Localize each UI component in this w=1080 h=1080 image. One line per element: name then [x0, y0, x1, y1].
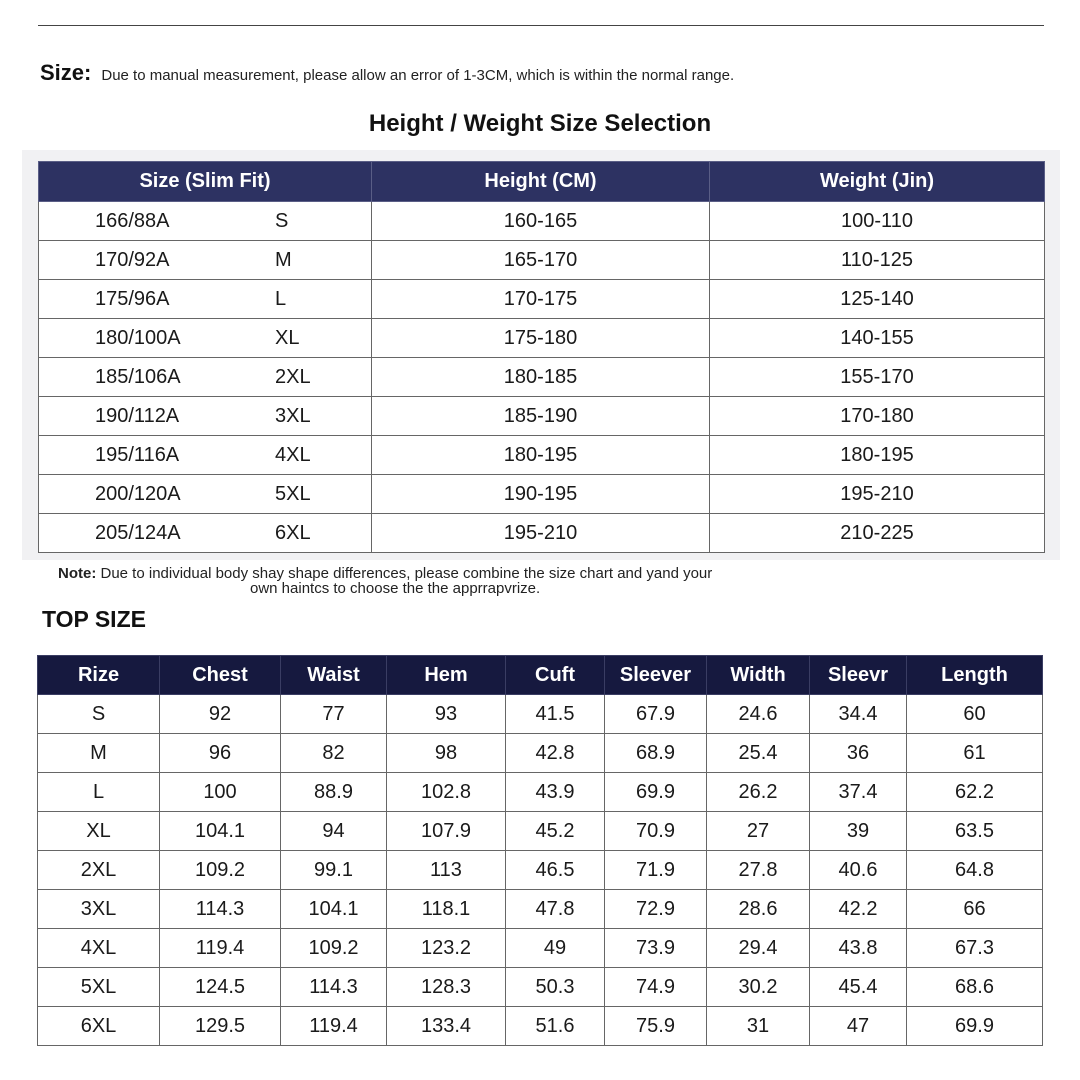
- top-size-header-cell: Width: [707, 656, 810, 695]
- size-label-cell: M: [38, 734, 160, 773]
- top-size-header-cell: Cuft: [506, 656, 605, 695]
- size-cell: [39, 514, 372, 553]
- fit-note-line-1: Due to individual body shay shape differences, please combine the size chart and yand your: [100, 565, 713, 582]
- size-label: S: [275, 209, 289, 232]
- weight-cell: 125-140: [710, 280, 1045, 319]
- measurement-cell: 94: [281, 812, 387, 851]
- measurement-cell: 68.9: [605, 734, 707, 773]
- size-cell: [39, 319, 372, 358]
- measurement-cell: 69.9: [605, 773, 707, 812]
- measurement-cell: 51.6: [506, 1007, 605, 1046]
- measurement-cell: 92: [160, 695, 281, 734]
- measurement-cell: 46.5: [506, 851, 605, 890]
- measurement-cell: 45.2: [506, 812, 605, 851]
- height-cell: 195-210: [372, 514, 710, 553]
- size-label: 3XL: [275, 404, 311, 427]
- size-code: 180/100A: [95, 326, 181, 349]
- size-cell: [39, 202, 372, 241]
- measurement-cell: 88.9: [281, 773, 387, 812]
- measurement-cell: 64.8: [907, 851, 1043, 890]
- measurement-cell: 37.4: [810, 773, 907, 812]
- size-notice: [40, 60, 734, 86]
- measurement-cell: 30.2: [707, 968, 810, 1007]
- weight-cell: 100-110: [710, 202, 1045, 241]
- top-size-header-cell: Length: [907, 656, 1043, 695]
- measurement-cell: 39: [810, 812, 907, 851]
- top-size-table: [37, 655, 1043, 1046]
- measurement-cell: 124.5: [160, 968, 281, 1007]
- table-row: [38, 851, 1043, 890]
- measurement-cell: 72.9: [605, 890, 707, 929]
- size-label-cell: 6XL: [38, 1007, 160, 1046]
- size-label: 6XL: [275, 521, 311, 544]
- measurement-cell: 73.9: [605, 929, 707, 968]
- measurement-cell: 109.2: [160, 851, 281, 890]
- measurement-cell: 104.1: [281, 890, 387, 929]
- table-row: [39, 280, 1045, 319]
- measurement-cell: 28.6: [707, 890, 810, 929]
- size-label: 4XL: [275, 443, 311, 466]
- weight-cell: 110-125: [710, 241, 1045, 280]
- measurement-cell: 118.1: [387, 890, 506, 929]
- weight-cell: 155-170: [710, 358, 1045, 397]
- measurement-cell: 104.1: [160, 812, 281, 851]
- height-cell: 190-195: [372, 475, 710, 514]
- measurement-cell: 99.1: [281, 851, 387, 890]
- height-cell: 175-180: [372, 319, 710, 358]
- fit-note-line-2: own haintcs to choose the the apprrapvrize.: [250, 580, 541, 597]
- size-label: L: [275, 287, 287, 310]
- top-size-header-cell: Waist: [281, 656, 387, 695]
- measurement-cell: 67.9: [605, 695, 707, 734]
- height-cell: 180-185: [372, 358, 710, 397]
- measurement-cell: 82: [281, 734, 387, 773]
- height-cell: 185-190: [372, 397, 710, 436]
- header-weight: Weight (Jin): [710, 162, 1045, 202]
- measurement-cell: 109.2: [281, 929, 387, 968]
- table-row: [38, 968, 1043, 1007]
- table-row: [38, 734, 1043, 773]
- size-code: 170/92A: [95, 248, 170, 271]
- measurement-cell: 128.3: [387, 968, 506, 1007]
- height-weight-title: Height / Weight Size Selection: [368, 110, 712, 137]
- size-label-cell: 3XL: [38, 890, 160, 929]
- height-cell: 180-195: [372, 436, 710, 475]
- measurement-cell: 25.4: [707, 734, 810, 773]
- measurement-cell: 61: [907, 734, 1043, 773]
- measurement-cell: 47.8: [506, 890, 605, 929]
- weight-cell: 180-195: [710, 436, 1045, 475]
- measurement-cell: 49: [506, 929, 605, 968]
- size-label-cell: 4XL: [38, 929, 160, 968]
- measurement-cell: 102.8: [387, 773, 506, 812]
- size-code: 205/124A: [95, 521, 181, 544]
- table-row: [39, 241, 1045, 280]
- measurement-cell: 123.2: [387, 929, 506, 968]
- table-row: [38, 812, 1043, 851]
- measurement-cell: 36: [810, 734, 907, 773]
- size-code: 175/96A: [95, 287, 170, 310]
- top-size-title: TOP SIZE: [42, 606, 146, 632]
- size-notice-text: Due to manual measurement, please allow an error of 1-3CM, which is within the normal range.: [101, 67, 735, 84]
- measurement-cell: 29.4: [707, 929, 810, 968]
- size-label: XL: [275, 326, 300, 349]
- measurement-cell: 75.9: [605, 1007, 707, 1046]
- measurement-cell: 67.3: [907, 929, 1043, 968]
- measurement-cell: 113: [387, 851, 506, 890]
- table-row: [39, 514, 1045, 553]
- measurement-cell: 47: [810, 1007, 907, 1046]
- table-row: [38, 695, 1043, 734]
- fit-note: [58, 566, 1038, 596]
- size-cell: [39, 436, 372, 475]
- height-weight-header-row: [39, 162, 1045, 202]
- size-code: 185/106A: [95, 365, 181, 388]
- measurement-cell: 93: [387, 695, 506, 734]
- measurement-cell: 27.8: [707, 851, 810, 890]
- measurement-cell: 119.4: [281, 1007, 387, 1046]
- height-cell: 170-175: [372, 280, 710, 319]
- size-label-cell: XL: [38, 812, 160, 851]
- size-cell: [39, 241, 372, 280]
- measurement-cell: 34.4: [810, 695, 907, 734]
- size-label-cell: 5XL: [38, 968, 160, 1007]
- measurement-cell: 43.8: [810, 929, 907, 968]
- measurement-cell: 63.5: [907, 812, 1043, 851]
- measurement-cell: 27: [707, 812, 810, 851]
- table-row: [39, 202, 1045, 241]
- size-cell: [39, 280, 372, 319]
- height-weight-table: [38, 161, 1045, 553]
- measurement-cell: 114.3: [281, 968, 387, 1007]
- size-label-cell: 2XL: [38, 851, 160, 890]
- size-label: 5XL: [275, 482, 311, 505]
- table-row: [39, 397, 1045, 436]
- size-code: 200/120A: [95, 482, 181, 505]
- top-divider: [38, 25, 1044, 26]
- table-row: [38, 773, 1043, 812]
- measurement-cell: 66: [907, 890, 1043, 929]
- header-height: Height (CM): [372, 162, 710, 202]
- size-cell: [39, 397, 372, 436]
- fit-note-label: Note:: [58, 565, 97, 582]
- measurement-cell: 24.6: [707, 695, 810, 734]
- measurement-cell: 77: [281, 695, 387, 734]
- size-label: M: [275, 248, 292, 271]
- height-cell: 165-170: [372, 241, 710, 280]
- measurement-cell: 98: [387, 734, 506, 773]
- measurement-cell: 41.5: [506, 695, 605, 734]
- table-row: [38, 1007, 1043, 1046]
- size-code: 190/112A: [95, 404, 180, 427]
- table-row: [39, 319, 1045, 358]
- measurement-cell: 31: [707, 1007, 810, 1046]
- measurement-cell: 40.6: [810, 851, 907, 890]
- measurement-cell: 71.9: [605, 851, 707, 890]
- weight-cell: 170-180: [710, 397, 1045, 436]
- size-label: 2XL: [275, 365, 311, 388]
- size-code: 195/116A: [95, 443, 180, 466]
- measurement-cell: 69.9: [907, 1007, 1043, 1046]
- size-code: 166/88A: [95, 209, 170, 232]
- header-size-slim-fit: Size (Slim Fit): [39, 162, 372, 202]
- top-size-header-cell: Sleevr: [810, 656, 907, 695]
- measurement-cell: 74.9: [605, 968, 707, 1007]
- size-cell: [39, 475, 372, 514]
- measurement-cell: 42.2: [810, 890, 907, 929]
- measurement-cell: 62.2: [907, 773, 1043, 812]
- table-row: [39, 358, 1045, 397]
- measurement-cell: 119.4: [160, 929, 281, 968]
- measurement-cell: 68.6: [907, 968, 1043, 1007]
- size-notice-label: Size:: [40, 60, 92, 85]
- measurement-cell: 100: [160, 773, 281, 812]
- size-label-cell: L: [38, 773, 160, 812]
- top-size-header-row: [38, 656, 1043, 695]
- top-size-header-cell: Chest: [160, 656, 281, 695]
- top-size-header-cell: Hem: [387, 656, 506, 695]
- weight-cell: 210-225: [710, 514, 1045, 553]
- height-cell: 160-165: [372, 202, 710, 241]
- table-row: [39, 475, 1045, 514]
- weight-cell: 195-210: [710, 475, 1045, 514]
- size-cell: [39, 358, 372, 397]
- measurement-cell: 43.9: [506, 773, 605, 812]
- top-size-header-cell: Rize: [38, 656, 160, 695]
- measurement-cell: 60: [907, 695, 1043, 734]
- table-row: [38, 890, 1043, 929]
- measurement-cell: 50.3: [506, 968, 605, 1007]
- measurement-cell: 114.3: [160, 890, 281, 929]
- measurement-cell: 129.5: [160, 1007, 281, 1046]
- weight-cell: 140-155: [710, 319, 1045, 358]
- measurement-cell: 96: [160, 734, 281, 773]
- size-label-cell: S: [38, 695, 160, 734]
- measurement-cell: 107.9: [387, 812, 506, 851]
- table-row: [39, 436, 1045, 475]
- measurement-cell: 26.2: [707, 773, 810, 812]
- measurement-cell: 42.8: [506, 734, 605, 773]
- table-row: [38, 929, 1043, 968]
- measurement-cell: 133.4: [387, 1007, 506, 1046]
- measurement-cell: 70.9: [605, 812, 707, 851]
- top-size-header-cell: Sleever: [605, 656, 707, 695]
- measurement-cell: 45.4: [810, 968, 907, 1007]
